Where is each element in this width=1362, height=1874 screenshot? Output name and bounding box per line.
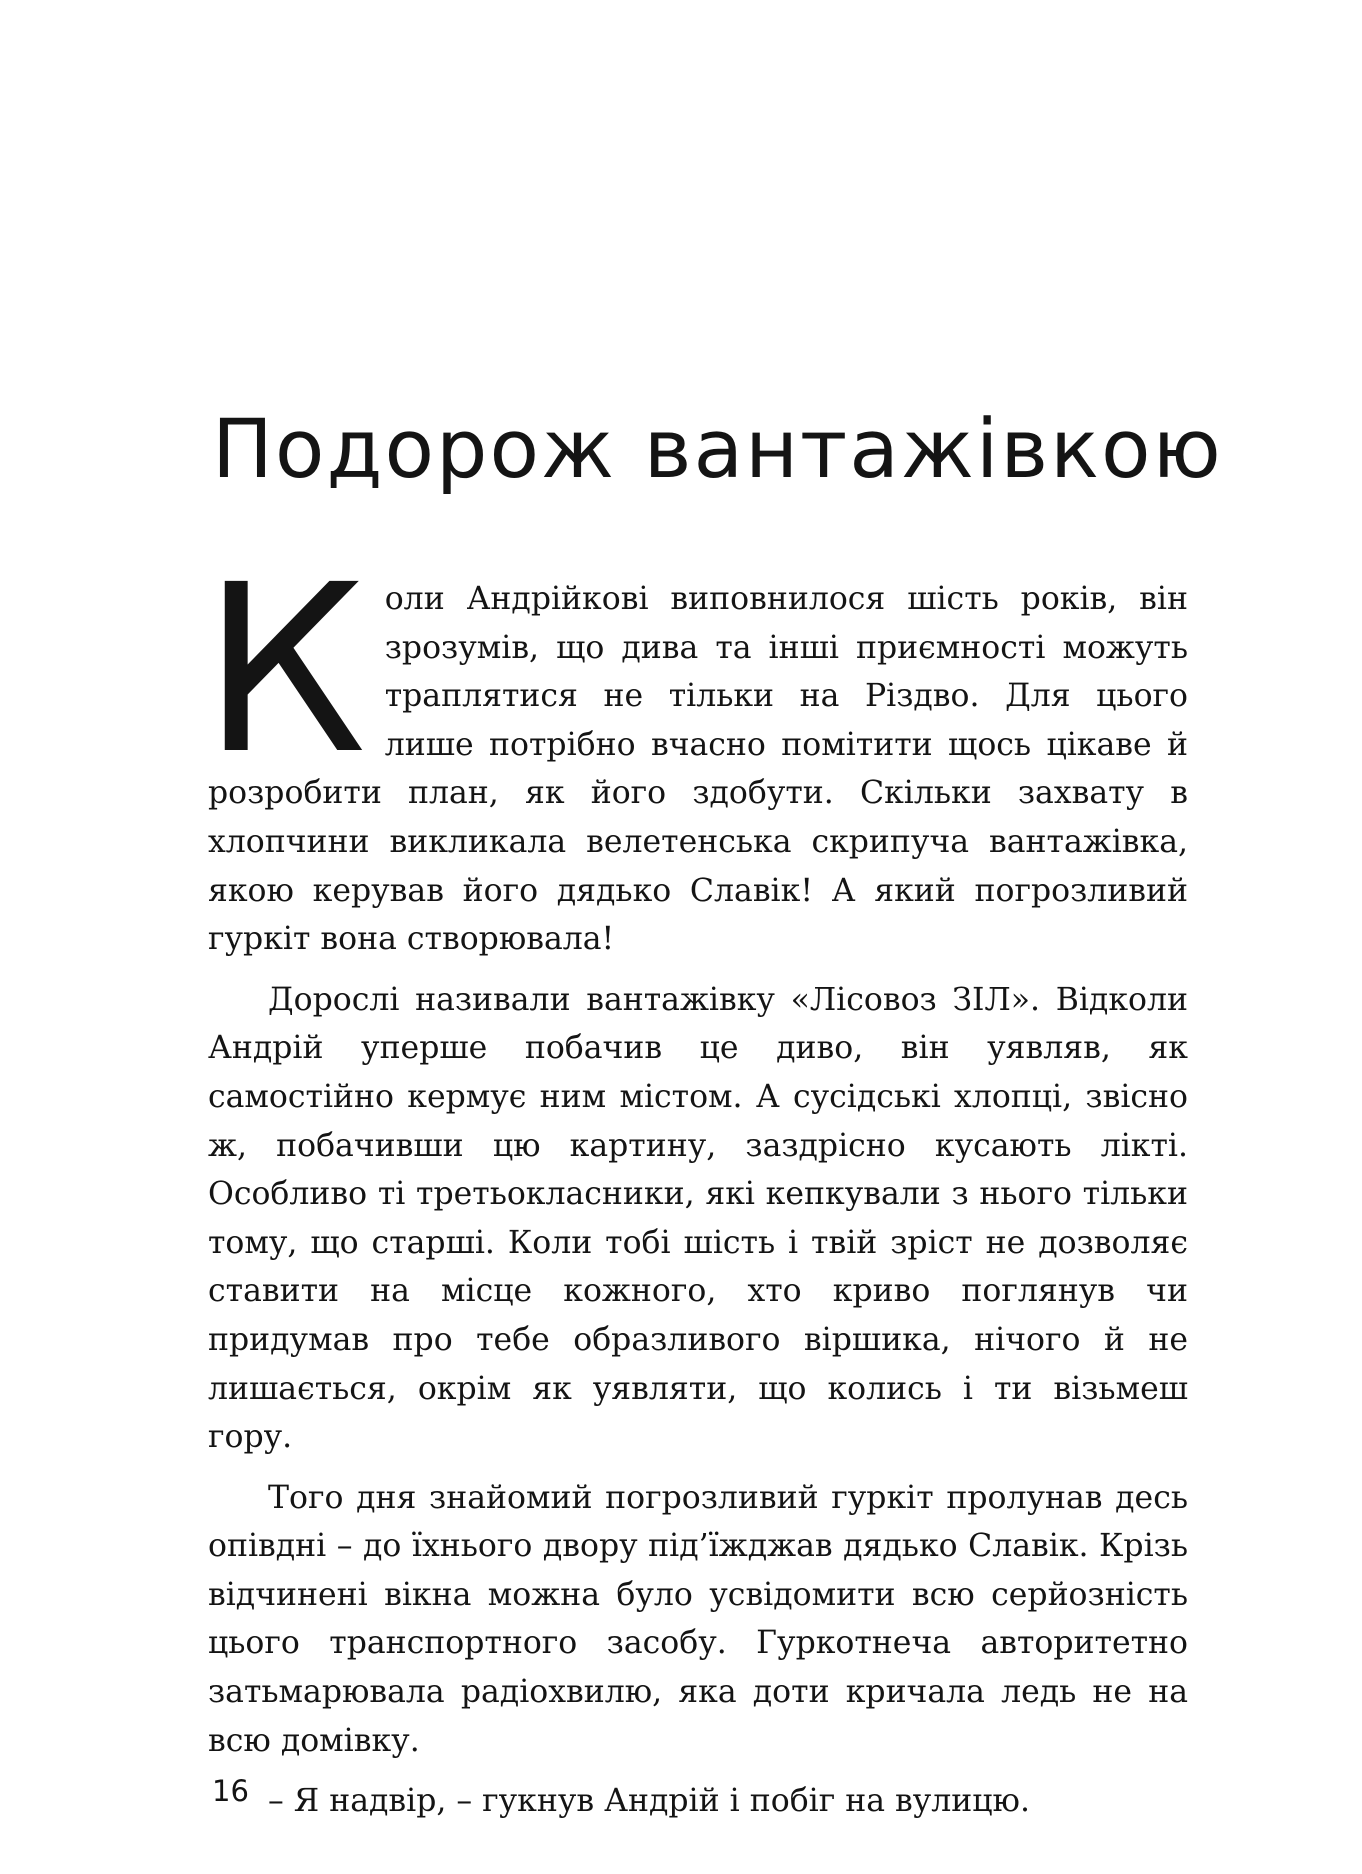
chapter-title: Подорож вантажівкою — [212, 403, 1223, 497]
drop-cap-letter: К — [202, 535, 367, 805]
page-number: 16 — [212, 1774, 249, 1808]
chapter-body — [202, 535, 1188, 1826]
paragraph-1-text: оли Андрійкові виповнилося шість років, він зрозумів, що дива та інші приємності можуть траплятися не тільки на Різдво. Для цього лише потрібно вчасно помітити щось цікаве й розробити план, як його здобути. Скільки захвату в хлопчини викликала велетенська скрипуча вантажівка, якою керував його дядько Славік! А який погрозливий гуркіт вона створювала! — [208, 581, 1188, 958]
paragraph-3: Того дня знайомий погрозливий гуркіт пролунав десь опівдні – до їхнього двору під’їжджав дядько Славік. Крізь відчинені вікна можна було усвідомити всю серйозність цього транспортного засобу. Гуркотнеча авторитетно затьмарювала радіохвилю, яка доти кричала ледь не на всю домівку. — [208, 1479, 1188, 1759]
paragraph-4-dialogue: – Я надвір, – гукнув Андрій і побіг на вулицю. — [268, 1783, 1030, 1820]
paragraph-2: Дорослі називали вантажівку «Лісовоз ЗІЛ». Відколи Андрій уперше побачив це диво, він уявляв, як самостійно кермує ним містом. А сусідські хлопці, звісно ж, побачивши цю картину, заздрісно кусають лікті. Особливо ті третьокласники, які кепкували з нього тільки тому, що старші. Коли тобі шість і твій зріст не дозволяє ставити на місце кожного, хто криво поглянув чи придумав про тебе образливого віршика, нічого й не лишається, окрім як уявляти, що колись і ти візьмеш гору. — [208, 981, 1188, 1456]
paragraph-1 — [202, 535, 1188, 964]
